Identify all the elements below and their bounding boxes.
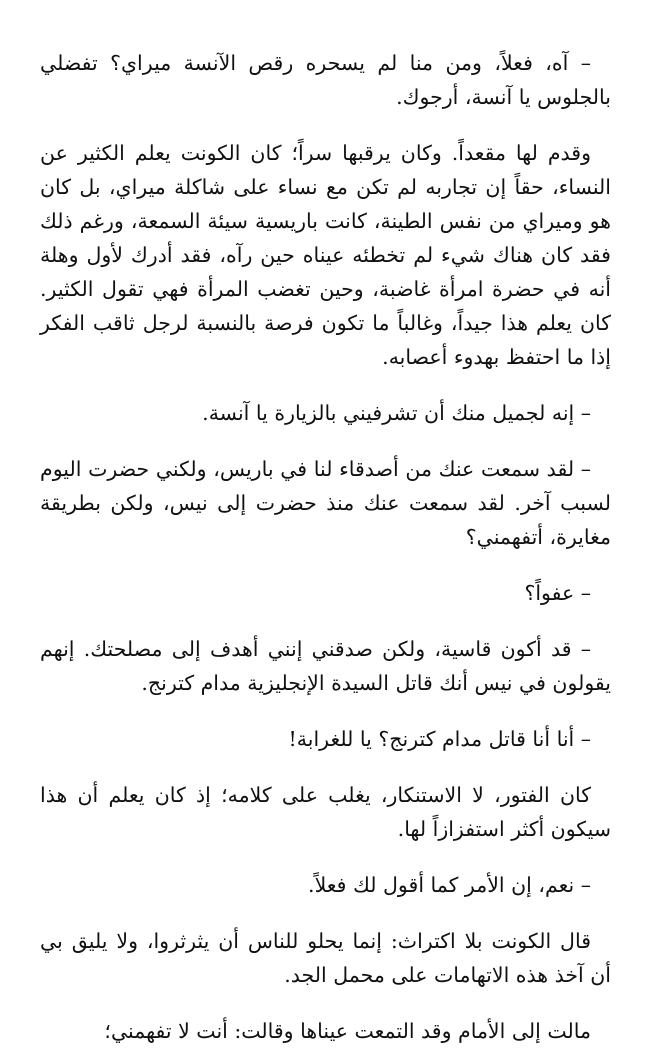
dialogue-paragraph: – آه، فعلاً، ومن منا لم يسحره رقص الآنسة ميراي؟ تفضلي بالجلوس يا آنسة، أرجوك.	[40, 51, 611, 109]
dialogue-paragraph: – إنه لجميل منك أن تشرفيني بالزيارة يا آنسة.	[202, 401, 591, 425]
narrative-paragraph: كان الفتور، لا الاستنكار، يغلب على كلامه؛ إذ كان يعلم أن هذا سيكون أكثر استفزازاً لها.	[40, 783, 611, 841]
narrative-paragraph: قال الكونت بلا اكتراث: إنما يحلو للناس أن يثرثروا، ولا يليق بي أن آخذ هذه الاتهامات على محمل الجد.	[40, 929, 611, 987]
dialogue-paragraph: – نعم، إن الأمر كما أقول لك فعلاً.	[308, 873, 591, 897]
dialogue-paragraph: – أنا أنا قاتل مدام كترنج؟ يا للغرابة!	[288, 727, 591, 751]
book-page	[40, 46, 611, 1048]
dialogue-paragraph: – عفواً؟	[524, 581, 591, 605]
dialogue-paragraph: – قد أكون قاسية، ولكن صدقني إنني أهدف إلى مصلحتك. إنهم يقولون في نيس أنك قاتل السيدة الإنجليزية مدام كترنج.	[40, 637, 611, 695]
narrative-paragraph: وقدم لها مقعداً. وكان يرقبها سراً؛ كان الكونت يعلم الكثير عن النساء، حقاً إن تجاربه لم تكن مع نساء على شاكلة ميراي، بل كان هو وميراي من نفس الطينة، كانت باريسية سيئة السمعة، ورغم ذلك فقد كان هناك شيء لم تخطئه عيناه حين رآه، فقد أدرك لأول وهلة أنه في حضرة امرأة غاضبة، وحين تغضب المرأة فهي تقول الكثير. كان يعلم هذا جيداً، وغالباً ما تكون فرصة بالنسبة لرجل ثاقب الفكر إذا ما احتفظ بهدوء أعصابه.	[40, 141, 611, 369]
dialogue-paragraph: – لقد سمعت عنك من أصدقاء لنا في باريس، ولكني حضرت اليوم لسبب آخر. لقد سمعت عنك منذ حضرت إلى نيس، ولكن بطريقة مغايرة، أتفهمني؟	[40, 457, 611, 549]
narrative-paragraph: مالت إلى الأمام وقد التمعت عيناها وقالت: أنت لا تفهمني؛	[104, 1019, 591, 1043]
